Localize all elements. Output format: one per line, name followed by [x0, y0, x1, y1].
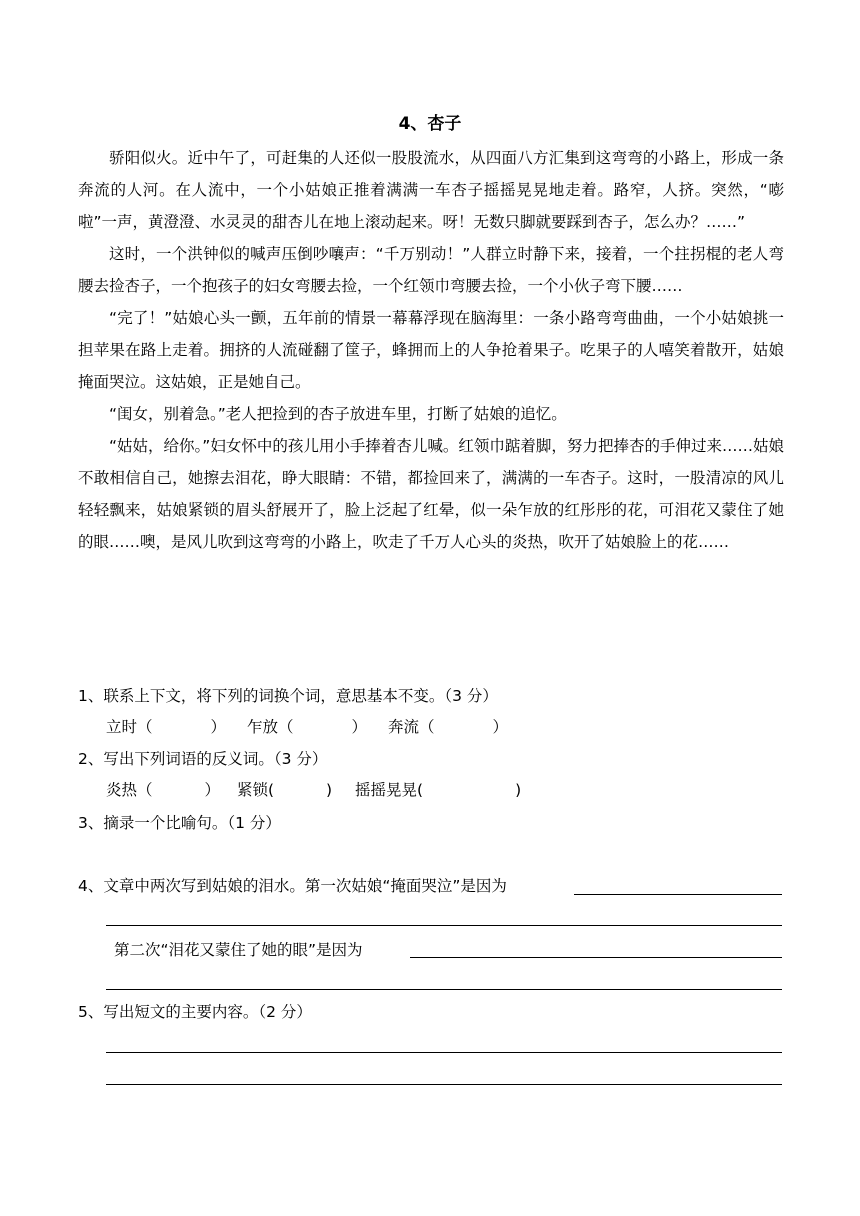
question-1-items [106, 713, 508, 741]
q4-answer-line-3[interactable] [410, 957, 782, 958]
q1-item-label: 立时（ [106, 718, 153, 736]
passage-paragraph: 骄阳似火。近中午了，可赶集的人还似一股股流水，从四面八方汇集到这弯弯的小路上，形成一条奔流的人河。在人流中，一个小姑娘正推着满满一车杏子摇摇晃晃地走着。路窄，人挤。突然，“嘭啦”一声，黄澄澄、水灵灵的甜杏儿在地上滚动起来。呀！无数只脚就要踩到杏子，怎么办？……” [78, 149, 784, 231]
q5-answer-line-1[interactable] [106, 1052, 782, 1053]
passage-paragraph: 这时，一个洪钟似的喊声压倒吵嚷声：“千万别动！”人群立时静下来，接着，一个拄拐棍的老人弯腰去捡杏子，一个抱孩子的妇女弯腰去捡，一个红领巾弯腰去捡，一个小伙子弯下腰…… [78, 245, 784, 295]
q1-item-close: ） [351, 718, 367, 736]
question-2-items [106, 776, 521, 804]
question-4: 4、文章中两次写到姑娘的泪水。第一次姑娘“掩面哭泣”是因为 [78, 877, 507, 895]
question-4-sub: 第二次“泪花又蒙住了她的眼”是因为 [114, 941, 363, 959]
q2-item-label: 摇摇晃晃( [355, 781, 424, 799]
question-3: 3、摘录一个比喻句。（1 分） [78, 814, 281, 832]
q4-answer-line-2[interactable] [106, 925, 782, 926]
q4-answer-line-4[interactable] [106, 989, 782, 990]
q1-item-label: 乍放（ [246, 718, 294, 736]
passage-paragraph: “闺女，别着急。”老人把捡到的杏子放进车里，打断了姑娘的追忆。 [109, 405, 567, 423]
q2-item-label: 炎热（ [106, 781, 153, 799]
q4-answer-line-1[interactable] [574, 894, 782, 895]
q2-item-label: 紧锁( [236, 781, 275, 799]
page-title: 4、杏子 [398, 114, 462, 134]
q2-item-close: ） [204, 781, 221, 799]
passage [78, 142, 784, 558]
question-2: 2、写出下列词语的反义词。（3 分） [78, 750, 328, 768]
question-5: 5、写出短文的主要内容。（2 分） [78, 1003, 312, 1021]
q5-answer-line-2[interactable] [106, 1084, 782, 1085]
passage-paragraph: “完了！”姑娘心头一颤，五年前的情景一幕幕浮现在脑海里：一条小路弯弯曲曲，一个小姑娘挑一担苹果在路上走着。拥挤的人流碰翻了筐子，蜂拥而上的人争抢着果子。吃果子的人嘻笑着散开，姑娘掩面哭泣。这姑娘，正是她自己。 [78, 309, 784, 391]
passage-paragraph: “姑姑，给你。”妇女怀中的孩儿用小手捧着杏儿喊。红领巾踮着脚，努力把捧杏的手伸过来……姑娘不敢相信自己，她擦去泪花，睁大眼睛：不错，都捡回来了，满满的一车杏子。这时，一股清凉的风儿轻轻飘来，姑娘紧锁的眉头舒展开了，脸上泛起了红晕，似一朵乍放的红彤彤的花，可泪花又蒙住了她的眼……噢，是风儿吹到这弯弯的小路上，吹走了千万人心头的炎热，吹开了姑娘脸上的花…… [78, 437, 784, 551]
q2-item-close: ) [515, 781, 522, 799]
q1-item-close: ） [210, 718, 227, 736]
q1-item-close: ） [492, 718, 508, 736]
question-1: 1、联系上下文，将下列的词换个词，意思基本不变。（3 分） [78, 687, 498, 705]
q1-item-label: 奔流（ [387, 718, 435, 736]
q2-item-close: ) [326, 781, 333, 799]
